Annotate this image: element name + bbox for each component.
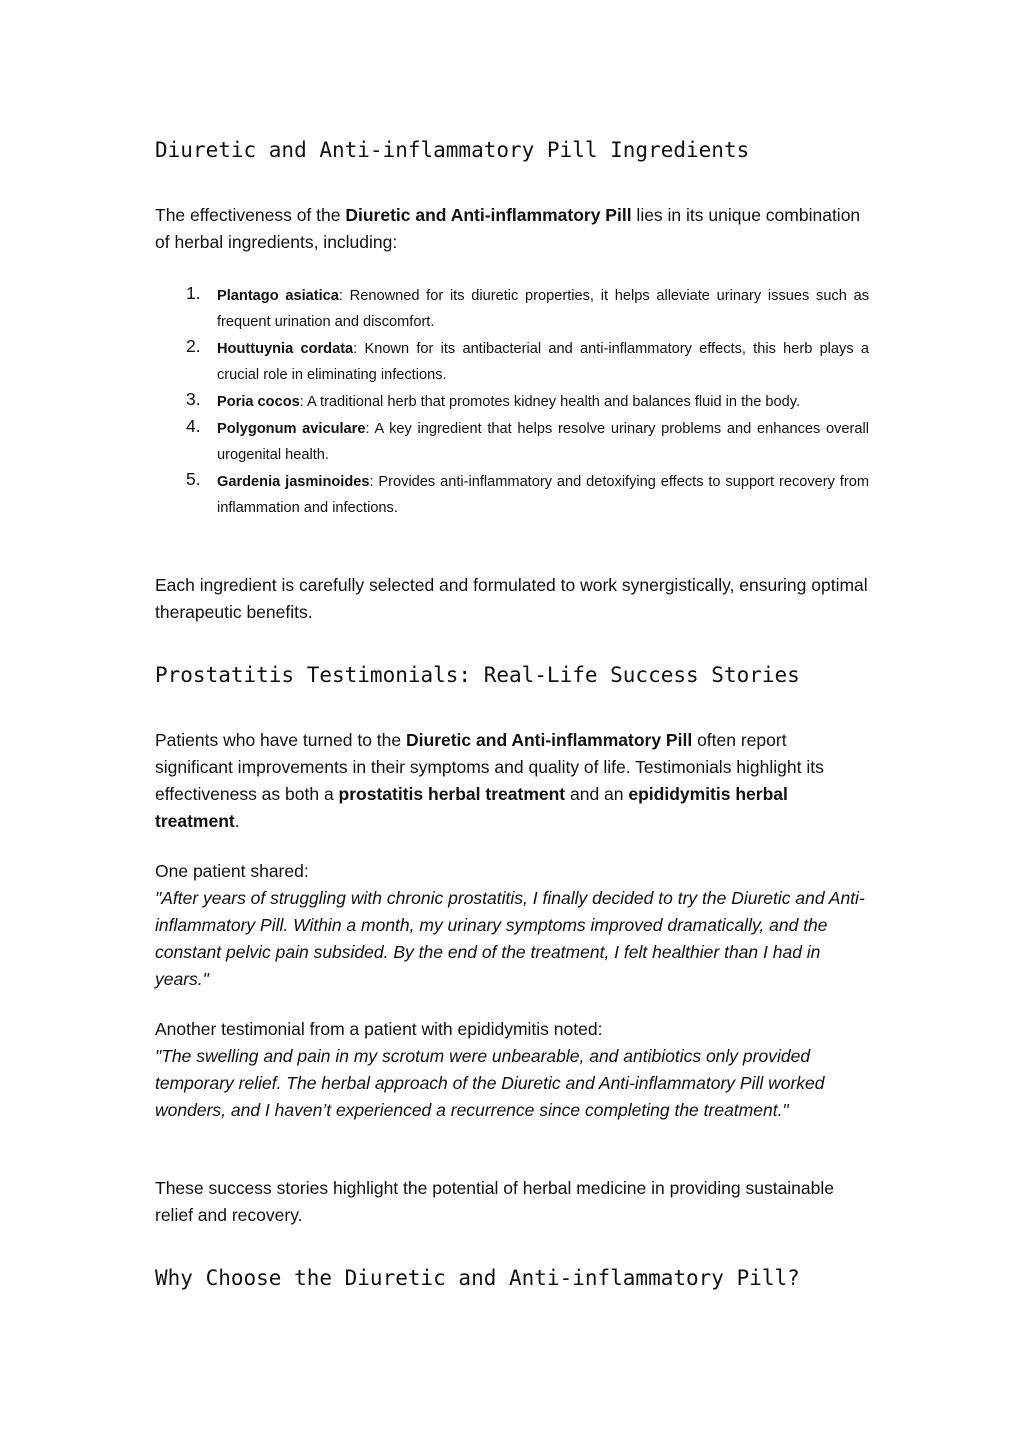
ingredient-name: Gardenia jasminoides: [217, 474, 370, 490]
list-item: [155, 416, 869, 468]
ingredient-description: : Known for its antibacterial and anti-inflammatory effects, this herb plays a crucial role in eliminating infections.: [217, 341, 869, 383]
list-number: 5.: [186, 469, 201, 489]
intro-text: .: [234, 811, 240, 831]
section-heading-ingredients: Diuretic and Anti-inflammatory Pill Ingredients: [155, 138, 750, 162]
intro-product-name: Diuretic and Anti-inflammatory Pill: [345, 205, 632, 225]
intro-text-end: lies in its unique combination of herbal ingredients, including:: [155, 205, 861, 252]
testimonial-quote: "The swelling and pain in my scrotum were unbearable, and antibiotics only provided temporary relief. The herbal approach of the Diuretic and Anti-inflammatory Pill worked wonders, and I haven’t experienced a recurrence since completing the treatment.": [155, 1046, 825, 1120]
testimonial-two: [155, 1016, 869, 1124]
list-number: 4.: [186, 416, 201, 436]
list-item: [155, 283, 869, 335]
intro-text: The effectiveness of the: [155, 205, 346, 225]
ingredient-description: : A traditional herb that promotes kidney health and balances fluid in the body.: [299, 394, 801, 410]
intro-prostatitis-term: prostatitis herbal treatment: [338, 784, 566, 804]
list-number: 3.: [186, 389, 201, 409]
ingredient-description: : Provides anti-inflammatory and detoxifying effects to support recovery from inflammation and infections.: [217, 474, 869, 516]
intro-text: Patients who have turned to the: [155, 730, 406, 750]
ingredients-closing-paragraph: Each ingredient is carefully selected and formulated to work synergistically, ensuring optimal therapeutic benefits.: [155, 575, 868, 622]
testimonial-lead: Another testimonial from a patient with epididymitis noted:: [155, 1019, 603, 1039]
section-heading-why-choose: Why Choose the Diuretic and Anti-inflammatory Pill?: [155, 1266, 800, 1290]
testimonials-closing-paragraph: These success stories highlight the potential of herbal medicine in providing sustainable relief and recovery.: [155, 1178, 835, 1225]
intro-text: and an: [565, 784, 629, 804]
list-item: [155, 469, 869, 521]
intro-text: often report significant improvements in their symptoms and quality of life. Testimonials highlight its effectiveness as both a: [155, 730, 824, 804]
ingredient-name: Poria cocos: [217, 394, 300, 410]
ingredients-list: [155, 283, 869, 522]
testimonial-one: [155, 858, 869, 993]
section-heading-testimonials: Prostatitis Testimonials: Real-Life Success Stories: [155, 663, 800, 687]
list-item: [155, 336, 869, 388]
ingredient-name: Houttuynia cordata: [217, 341, 354, 357]
testimonial-lead: One patient shared:: [155, 861, 309, 881]
ingredient-description: : Renowned for its diuretic properties, it helps alleviate urinary issues such as frequent urination and discomfort.: [217, 288, 869, 330]
ingredient-name: Plantago asiatica: [217, 288, 339, 304]
ingredient-description: : A key ingredient that helps resolve urinary problems and enhances overall urogenital health.: [217, 421, 869, 463]
testimonial-quote: "After years of struggling with chronic prostatitis, I finally decided to try the Diuretic and Anti-inflammatory Pill. Within a month, my urinary symptoms improved dramatically, and the constant pelvic pain subsided. By the end of the treatment, I felt healthier than I had in years.": [155, 888, 865, 989]
list-number: 2.: [186, 336, 201, 356]
ingredients-intro-paragraph: [155, 202, 869, 256]
list-item: [155, 389, 869, 415]
list-number: 1.: [186, 283, 201, 303]
intro-epididymitis-term: epididymitis herbal treatment: [155, 784, 788, 831]
ingredient-name: Polygonum aviculare: [217, 421, 366, 437]
intro-product-name: Diuretic and Anti-inflammatory Pill: [406, 730, 693, 750]
testimonials-intro-paragraph: [155, 727, 869, 835]
